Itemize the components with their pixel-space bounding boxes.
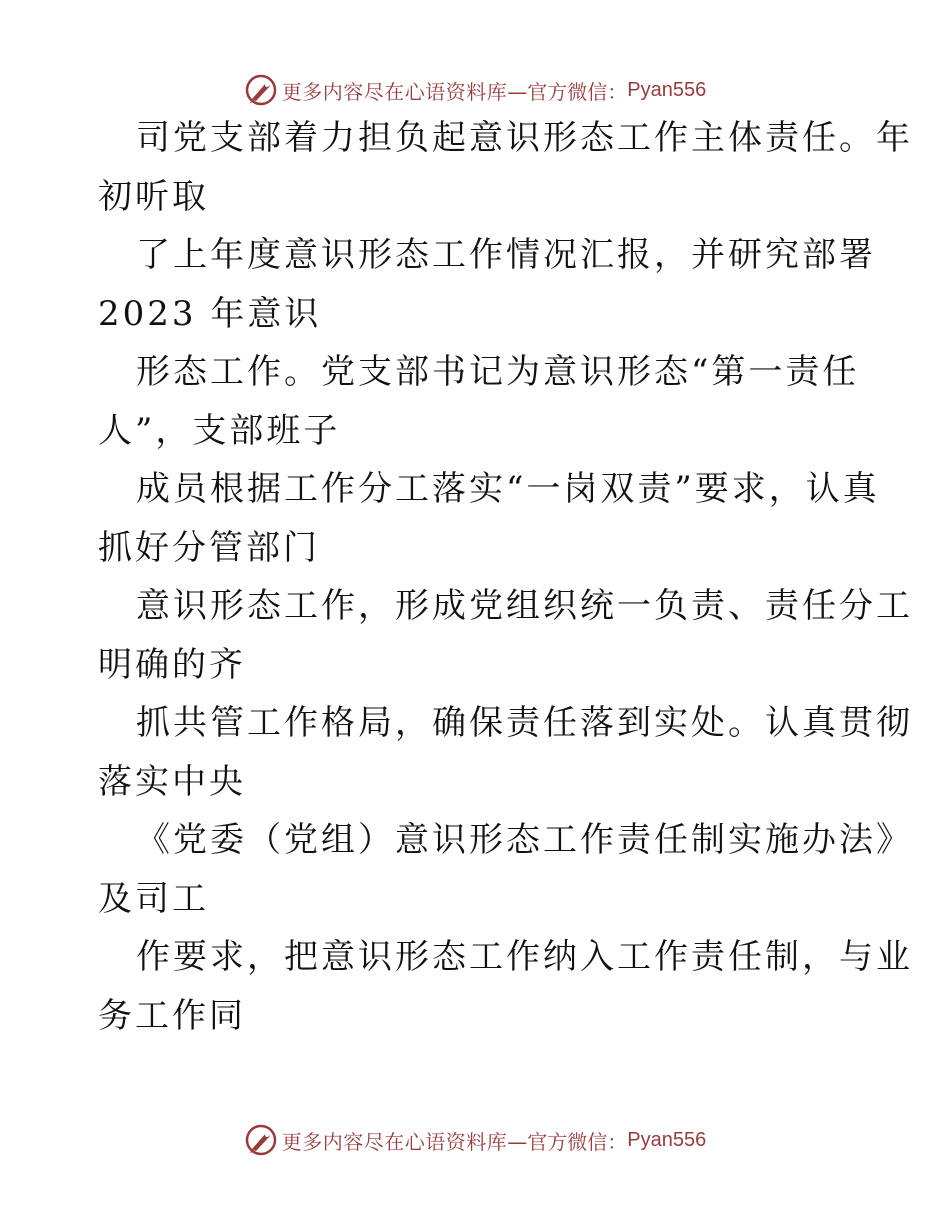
watermark-wechat-id: Pyan556 (627, 1128, 707, 1151)
line-text: 《党委（党组）意识形态工作责任制实施办法》 (136, 820, 913, 860)
text-line (98, 411, 858, 470)
text-line (98, 937, 913, 996)
line-text: 及司工 (98, 878, 209, 919)
line-text: 明确的齐 (98, 644, 246, 685)
line-text: 务工作同 (98, 995, 246, 1036)
header-watermark (0, 70, 950, 110)
text-line (98, 352, 858, 411)
text-line (98, 820, 913, 879)
line-text: 成员根据工作分工落实“一岗双责”要求，认真 (136, 469, 880, 509)
text-line (98, 879, 858, 938)
pen-logo-icon (244, 1123, 278, 1157)
pen-logo-icon (244, 73, 278, 107)
text-line (98, 118, 913, 177)
footer-watermark (0, 1120, 950, 1160)
line-text: 司党支部着力担负起意识形态工作主体责任。年 (136, 118, 913, 158)
text-line (98, 996, 858, 1055)
watermark-text: 更多内容尽在心语资料库 (281, 1129, 508, 1154)
document-body (98, 118, 913, 1054)
text-line (98, 528, 858, 587)
text-line (98, 469, 880, 528)
line-text: 抓共管工作格局，确保责任落到实处。认真贯彻 (136, 703, 913, 743)
line-text: 了上年度意识形态工作情况汇报，并研究部署 (136, 235, 876, 275)
text-line (98, 645, 858, 704)
text-line (98, 235, 876, 294)
line-text: 落实中央 (98, 761, 246, 802)
text-line (98, 177, 858, 236)
line-text: 2023 年意识 (98, 293, 322, 334)
line-text: 初听取 (98, 176, 209, 217)
watermark-separator: —官方微信： (507, 1129, 628, 1154)
line-text: 作要求，把意识形态工作纳入工作责任制，与业 (136, 937, 913, 977)
watermark-separator: —官方微信： (507, 79, 628, 104)
line-text: 形态工作。党支部书记为意识形态“第一责任 (136, 352, 860, 392)
line-text: 人”，支部班子 (98, 410, 341, 451)
watermark-text: 更多内容尽在心语资料库 (281, 79, 508, 104)
text-line (98, 703, 913, 762)
text-line (98, 762, 858, 821)
line-text: 抓好分管部门 (98, 527, 320, 568)
text-line (98, 586, 913, 645)
watermark-wechat-id: Pyan556 (627, 78, 707, 101)
text-line (98, 294, 858, 353)
line-text: 意识形态工作，形成党组织统一负责、责任分工 (136, 586, 913, 626)
